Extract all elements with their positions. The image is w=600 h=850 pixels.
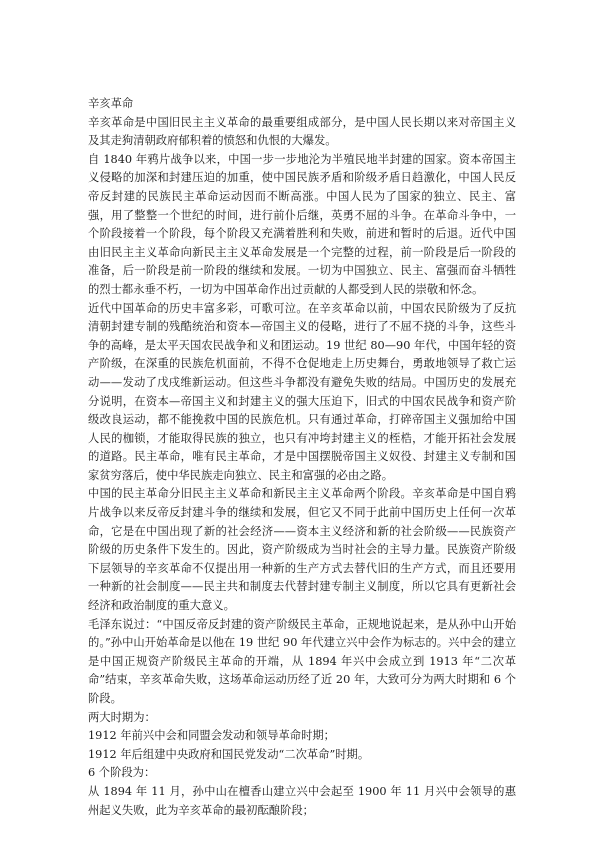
- paragraph-stage-one: 从 1894 年 11 月，孙中山在檀香山建立兴中会起至 1900 年 11 月兴中会领导的惠州起义失败，此为辛亥革命的最初酝酿阶段；: [88, 784, 516, 817]
- document-body: [88, 95, 516, 820]
- paragraph-period-two: 1912 年后组建中央政府和国民党发动“二次革命”时期。: [88, 747, 370, 761]
- paragraph-background: 自 1840 年鸦片战争以来，中国一步一步地沦为半殖民地半封建的国家。资本帝国主义侵略的加深和封建压迫的加重，使中国民族矛盾和阶级矛盾日趋激化，中国人民反帝反封建的民族民主革命运动因而不断高涨。中国人民为了国家的独立、民主、富强，用了整整一个世纪的时间，进行前仆后继，英勇不屈的斗争。在革命斗争中，一个阶段接着一个阶段，每个阶段又充满着胜利和失败，前进和暂时的后退。近代中国由旧民主主义革命向新民主主义革命发展是一个完整的过程，前一阶段是后一阶段的准备，后一阶段是前一阶段的继续和发展。一切为中国独立、民主、富强而奋斗牺牲的烈士都永垂不朽，一切为中国革命作出过贡献的人都受到人民的崇敬和怀念。: [88, 152, 516, 296]
- paragraph-six-stages-heading: 6 个阶段为：: [88, 766, 156, 780]
- document-title: 辛亥革命: [88, 97, 134, 110]
- paragraph-two-periods-heading: 两大时期为：: [88, 710, 156, 724]
- paragraph-stages: 中国的民主革命分旧民主主义革命和新民主主义革命两个阶段。辛亥革命是中国自鸦片战争以来反帝反封建斗争的继续和发展，但它又不同于此前中国历史上任何一次革命，它是在中国出现了新的社会经济——资本主义经济和新的社会阶级——民族资产阶级的历史条件下发生的。因此，资产阶级成为当时社会的主导力量。民族资产阶级下层领导的辛亥革命不仅提出用一种新的生产方式去替代旧的生产方式，而且还要用一种新的社会制度——民主共和制度去代替封建专制主义制度，所以它具有更新社会经济和政治制度的重大意义。: [88, 487, 516, 613]
- paragraph-mao-quote: 毛泽东说过：“中国反帝反封建的资产阶级民主革命，正规地说起来，是从孙中山开始的。”孙中山开始革命是以他在 19 世纪 90 年代建立兴中会作为标志的。兴中会的建立是中国正规资产阶级民主革命的开端，从 1894 年兴中会成立到 1913 年“二次革命”结束，辛亥革命失败，这场革命运动历经了近 20 年，大致可分为两大时期和 6 个阶段。: [88, 617, 516, 705]
- paragraph-period-one: 1912 年前兴中会和同盟会发动和领导革命时期；: [88, 729, 335, 743]
- paragraph-history: 近代中国革命的历史丰富多彩，可歌可泣。在辛亥革命以前，中国农民阶级为了反抗清朝封建专制的残酷统治和资本—帝国主义的侵略，进行了不屈不挠的斗争，这些斗争的高峰，是太平天国农民战争和义和团运动。19 世纪 80—90 年代，中国年轻的资产阶级，在深重的民族危机面前，不得不仓促地走上历史舞台，勇敢地领导了救亡运动——发动了戊戌维新运动。但这些斗争都没有避免失败的结局。中国历史的发展充分说明，在资本—帝国主义和封建主义的强大压迫下，旧式的中国农民战争和资产阶级改良运动，都不能挽救中国的民族危机。只有通过革命，打碎帝国主义强加给中国人民的枷锁，才能取得民族的独立，也只有冲垮封建主义的桎梏，才能开拓社会发展的道路。民主革命，唯有民主革命，才是中国摆脱帝国主义奴役、封建主义专制和国家贫穷落后，使中华民族走向独立、民主和富强的必由之路。: [88, 301, 516, 482]
- paragraph-intro: 辛亥革命是中国旧民主主义革命的最重要组成部分，是中国人民长期以来对帝国主义及其走狗清朝政府郁积着的愤怒和仇恨的大爆发。: [88, 115, 516, 148]
